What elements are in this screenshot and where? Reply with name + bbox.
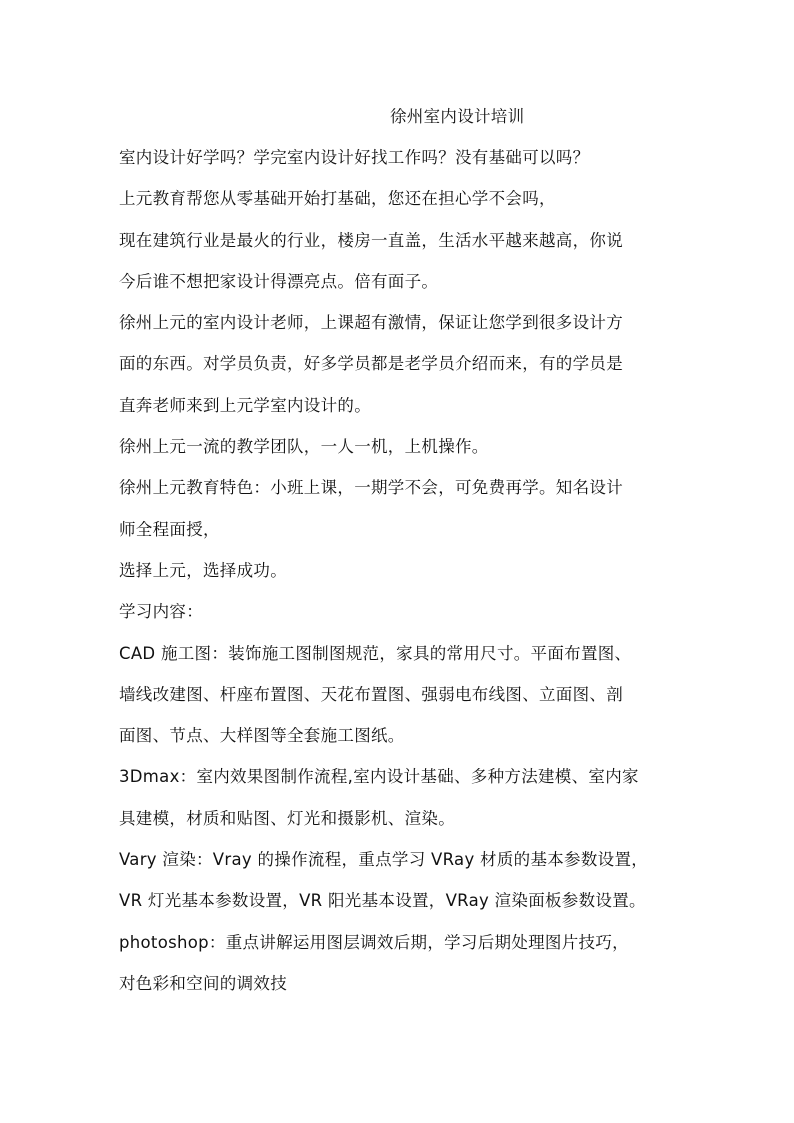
body-line: 徐州上元的室内设计老师，上课超有激情，保证让您学到很多设计方: [119, 313, 623, 333]
body-line: 直奔老师来到上元学室内设计的。: [119, 395, 371, 415]
body-line: 徐州上元一流的教学团队，一人一机，上机操作。: [119, 437, 489, 457]
body-line: 现在建筑行业是最火的行业，楼房一直盖，生活水平越来越高，你说: [119, 230, 623, 250]
body-line: 墙线改建图、杆座布置图、天花布置图、强弱电布线图、立面图、剖: [119, 684, 623, 704]
body-line: 对色彩和空间的调效技: [119, 973, 287, 993]
body-line: 具建模，材质和贴图、灯光和摄影机、渲染。: [119, 808, 455, 828]
body-line: 面的东西。对学员负责，好多学员都是老学员介绍而来，有的学员是: [119, 354, 623, 374]
body-line: VR 灯光基本参数设置，VR 阳光基本设置，VRay 渲染面板参数设置。: [119, 891, 646, 911]
body-line: 室内设计好学吗？学完室内设计好找工作吗？没有基础可以吗？: [119, 148, 590, 167]
body-line: 徐州上元教育特色：小班上课，一期学不会，可免费再学。知名设计: [119, 478, 623, 498]
section-heading: 学习内容：: [119, 602, 203, 622]
body-line: CAD 施工图：装饰施工图制图规范，家具的常用尺寸。平面布置图、: [119, 643, 632, 663]
document-title: 徐州室内设计培训: [390, 107, 525, 126]
body-line: 上元教育帮您从零基础开始打基础，您还在担心学不会吗，: [119, 189, 556, 209]
body-line: 选择上元，选择成功。: [119, 560, 287, 580]
body-line: photoshop：重点讲解运用图层调效后期，学习后期处理图片技巧，: [119, 932, 629, 952]
document-body: [119, 146, 679, 1013]
body-line: 面图、节点、大样图等全套施工图纸。: [119, 726, 405, 746]
body-line: 今后谁不想把家设计得漂亮点。倍有面子。: [119, 271, 439, 291]
body-line: 师全程面授，: [119, 519, 220, 539]
body-line: 3Dmax：室内效果图制作流程,室内设计基础、多种方法建模、室内家: [119, 767, 639, 787]
body-line: Vary 渲染：Vray 的操作流程，重点学习 VRay 材质的基本参数设置，: [119, 850, 649, 870]
